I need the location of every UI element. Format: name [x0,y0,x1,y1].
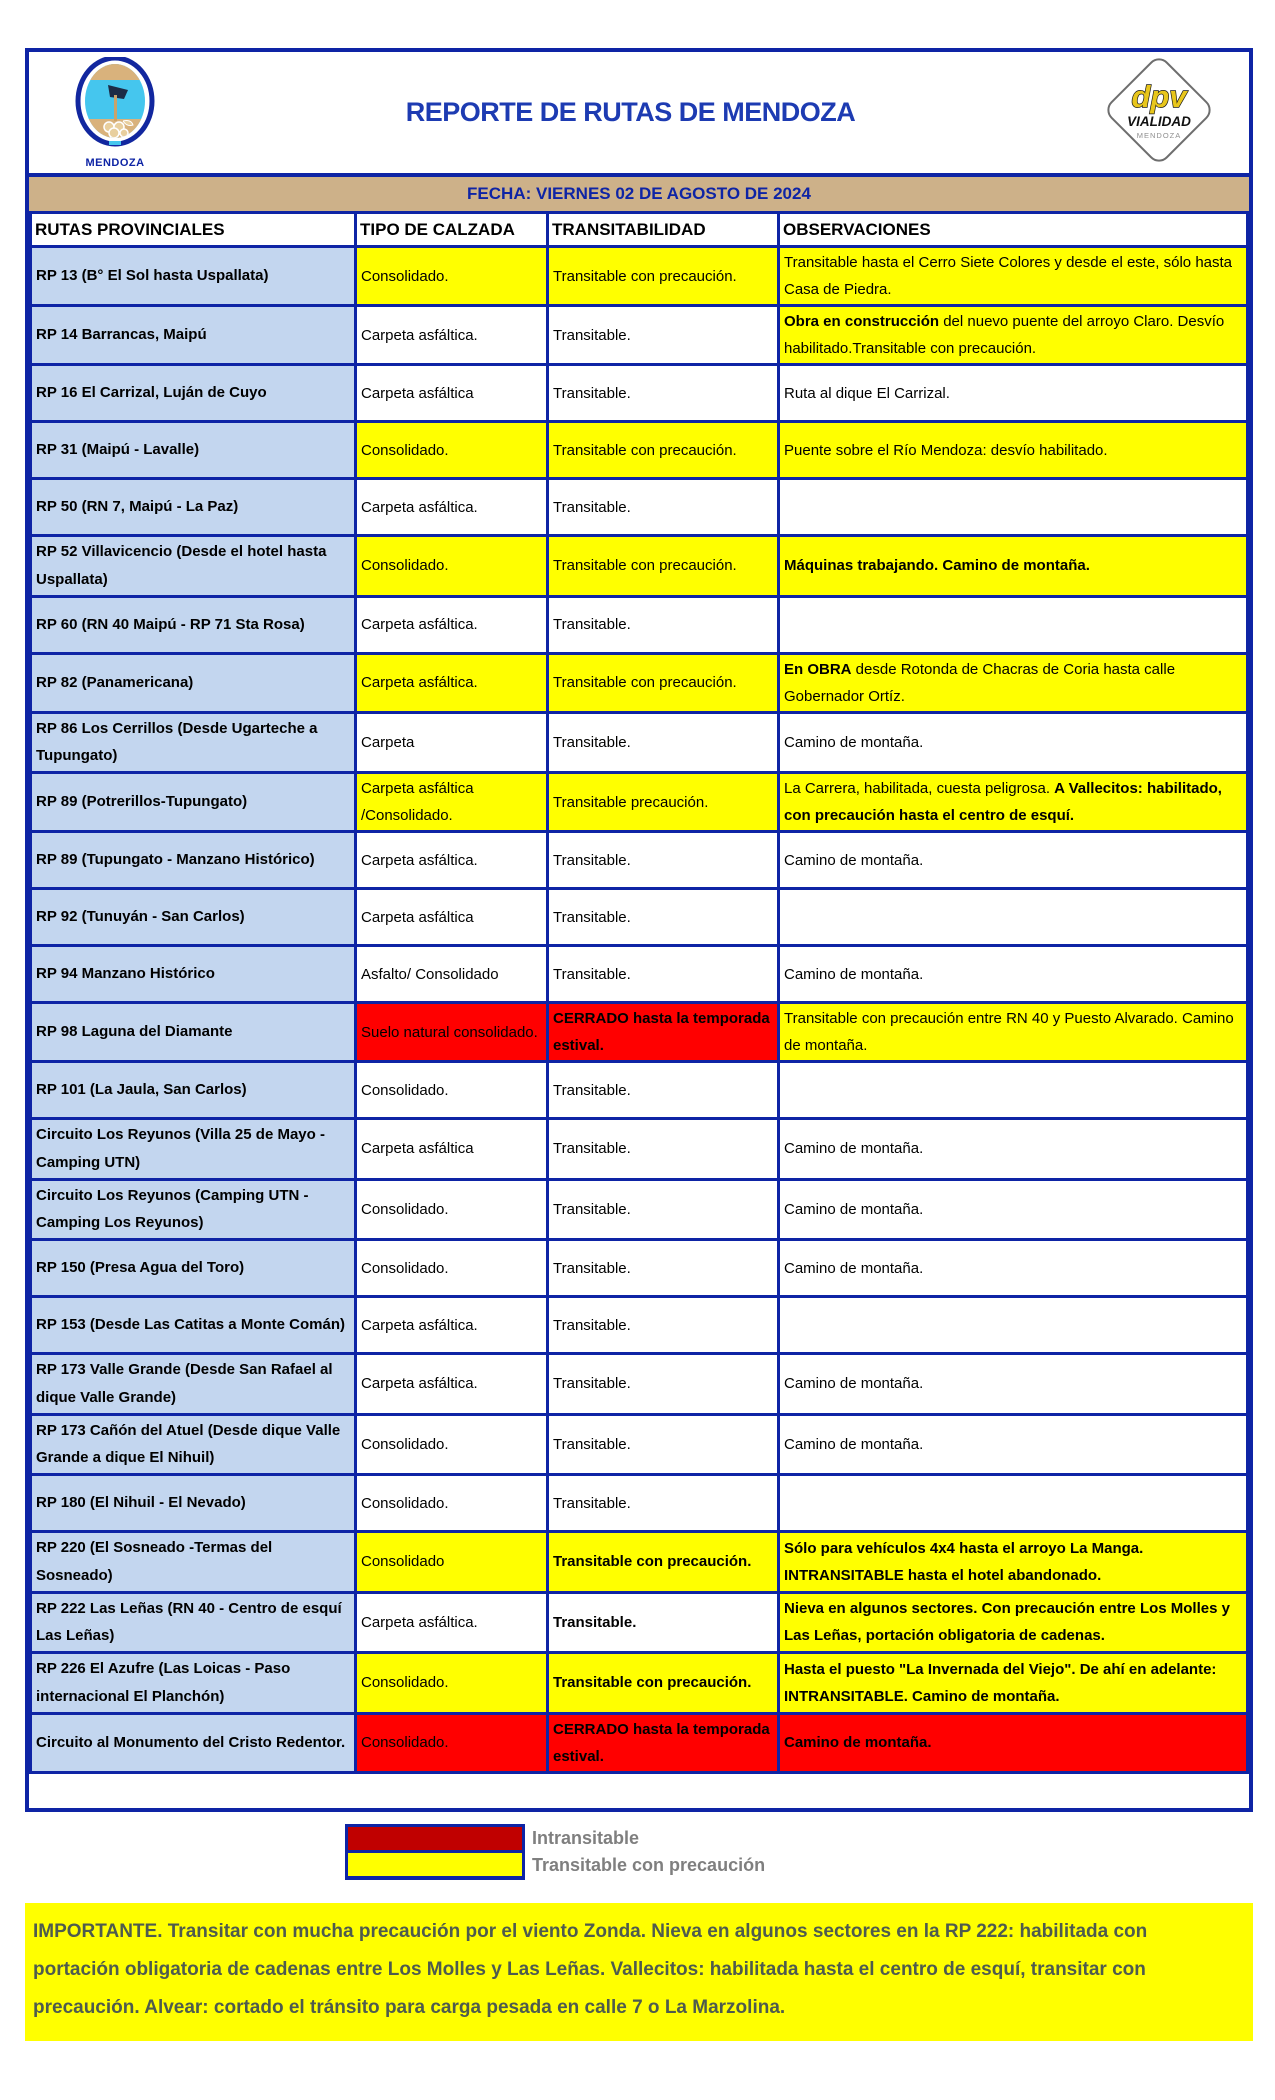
calzada-cell: Consolidado. [356,422,548,479]
transitabilidad-cell: Transitable. [548,365,779,422]
route-cell: Circuito Los Reyunos (Villa 25 de Mayo - Camping UTN) [31,1119,356,1180]
calzada-cell: Consolidado. [356,1713,548,1772]
legend-swatch [348,1827,522,1850]
transitabilidad-cell: Transitable. [548,1179,779,1240]
observaciones-cell: Camino de montaña. [779,832,1248,889]
col-header-tipo-de-calzada: TIPO DE CALZADA [356,213,548,247]
transitabilidad-cell: Transitable. [548,1354,779,1415]
route-cell: RP 180 (El Nihuil - El Nevado) [31,1475,356,1532]
mendoza-logo-caption: MENDOZA [85,156,145,169]
table-row [31,773,1248,832]
calzada-cell: Carpeta asfáltica [356,889,548,946]
col-header-rutas-provinciales: RUTAS PROVINCIALES [31,213,356,247]
calzada-cell: Consolidado [356,1532,548,1593]
route-cell: RP 89 (Tupungato - Manzano Histórico) [31,832,356,889]
calzada-cell: Carpeta asfáltica. [356,1297,548,1354]
observaciones-cell: Camino de montaña. [779,1354,1248,1415]
table-row [31,422,1248,479]
table-row [31,247,1248,306]
table-row [31,596,1248,653]
transitabilidad-cell: Transitable. [548,946,779,1003]
route-cell: RP 86 Los Cerrillos (Desde Ugarteche a Tupungato) [31,712,356,773]
route-cell: RP 14 Barrancas, Maipú [31,306,356,365]
date-banner: FECHA: VIERNES 02 DE AGOSTO DE 2024 [29,173,1249,211]
route-cell: Circuito Los Reyunos (Camping UTN - Camping Los Reyunos) [31,1179,356,1240]
route-cell: RP 173 Valle Grande (Desde San Rafael al dique Valle Grande) [31,1354,356,1415]
transitabilidad-cell: Transitable. [548,1119,779,1180]
calzada-cell: Consolidado. [356,1179,548,1240]
route-cell: RP 31 (Maipú - Lavalle) [31,422,356,479]
table-row [31,1414,1248,1475]
calzada-cell: Suelo natural consolidado. [356,1003,548,1062]
table-row [31,712,1248,773]
transitabilidad-cell: Transitable. [548,1475,779,1532]
dpv-acronym: dpv [1131,79,1187,114]
transitabilidad-cell: Transitable. [548,1062,779,1119]
mendoza-province-logo [51,57,179,169]
observaciones-cell [779,1475,1248,1532]
route-cell: RP 153 (Desde Las Catitas a Monte Comán) [31,1297,356,1354]
route-cell: RP 92 (Tunuyán - San Carlos) [31,889,356,946]
route-cell: RP 98 Laguna del Diamante [31,1003,356,1062]
table-row [31,1003,1248,1062]
transitabilidad-cell: Transitable precaución. [548,773,779,832]
transitabilidad-cell: Transitable con precaución. [548,1532,779,1593]
table-row [31,1475,1248,1532]
vialidad-sublabel: MENDOZA [1136,131,1182,140]
observaciones-cell: Puente sobre el Río Mendoza: desvío habilitado. [779,422,1248,479]
table-row [31,306,1248,365]
route-cell: RP 82 (Panamericana) [31,653,356,712]
legend-label: Intransitable [532,1828,640,1848]
table-row [31,1653,1248,1714]
route-cell: RP 60 (RN 40 Maipú - RP 71 Sta Rosa) [31,596,356,653]
transitabilidad-cell: Transitable. [548,889,779,946]
observaciones-cell [779,596,1248,653]
calzada-cell: Consolidado. [356,1653,548,1714]
observaciones-cell: Camino de montaña. [779,1713,1248,1772]
observaciones-cell: Transitable con precaución entre RN 40 y Puesto Alvarado. Camino de montaña. [779,1003,1248,1062]
observaciones-cell: Camino de montaña. [779,946,1248,1003]
legend-label: Transitable con precaución [532,1855,766,1875]
calzada-cell: Consolidado. [356,1240,548,1297]
table-row [31,1532,1248,1593]
legend-swatch [348,1853,522,1876]
table-row [31,832,1248,889]
calzada-cell: Carpeta asfáltica. [356,1592,548,1653]
transitabilidad-cell: Transitable. [548,1297,779,1354]
routes-table [29,211,1249,1774]
observaciones-cell: Camino de montaña. [779,1179,1248,1240]
table-row [31,1297,1248,1354]
observaciones-cell: Nieva en algunos sectores. Con precaución entre Los Molles y Las Leñas, portación obligatoria de cadenas. [779,1592,1248,1653]
col-header-observaciones: OBSERVACIONES [779,213,1248,247]
legend [345,1824,765,1880]
observaciones-cell [779,889,1248,946]
observaciones-cell [779,479,1248,536]
route-cell: RP 89 (Potrerillos-Tupungato) [31,773,356,832]
transitabilidad-cell: Transitable. [548,712,779,773]
transitabilidad-cell: Transitable. [548,479,779,536]
transitabilidad-cell: Transitable con precaución. [548,1653,779,1714]
observaciones-cell: Camino de montaña. [779,1240,1248,1297]
transitabilidad-cell: Transitable. [548,306,779,365]
table-row [31,1119,1248,1180]
transitabilidad-cell: Transitable con precaución. [548,247,779,306]
calzada-cell: Carpeta [356,712,548,773]
table-header-row [31,213,1248,247]
transitabilidad-cell: CERRADO hasta la temporada estival. [548,1713,779,1772]
observaciones-cell: Obra en construcción del nuevo puente del arroyo Claro. Desvío habilitado.Transitable con precaución. [779,306,1248,365]
route-cell: Circuito al Monumento del Cristo Redentor. [31,1713,356,1772]
report-title: REPORTE DE RUTAS DE MENDOZA [405,97,856,127]
route-cell: RP 220 (El Sosneado -Termas del Sosneado) [31,1532,356,1593]
route-cell: RP 13 (B° El Sol hasta Uspallata) [31,247,356,306]
calzada-cell: Carpeta asfáltica. [356,1354,548,1415]
calzada-cell: Carpeta asfáltica. [356,653,548,712]
route-cell: RP 50 (RN 7, Maipú - La Paz) [31,479,356,536]
observaciones-cell: Máquinas trabajando. Camino de montaña. [779,536,1248,597]
table-row [31,946,1248,1003]
masthead [29,52,1249,173]
mendoza-crest-icon [75,57,155,151]
transitabilidad-cell: Transitable. [548,1414,779,1475]
transitabilidad-cell: Transitable. [548,832,779,889]
transitabilidad-cell: Transitable con precaución. [548,422,779,479]
observaciones-cell: Camino de montaña. [779,712,1248,773]
transitabilidad-cell: Transitable con precaución. [548,536,779,597]
table-row [31,1713,1248,1772]
calzada-cell: Carpeta asfáltica. [356,596,548,653]
route-cell: RP 52 Villavicencio (Desde el hotel hasta Uspallata) [31,536,356,597]
observaciones-cell: Camino de montaña. [779,1119,1248,1180]
table-row [31,536,1248,597]
observaciones-cell: Transitable hasta el Cerro Siete Colores y desde el este, sólo hasta Casa de Piedra. [779,247,1248,306]
table-row [31,1592,1248,1653]
calzada-cell: Carpeta asfáltica /Consolidado. [356,773,548,832]
important-notice: IMPORTANTE. Transitar con mucha precaución por el viento Zonda. Nieva en algunos sectores en la RP 222: habilitada con portación obligatoria de cadenas entre Los Molles y Las Leñas. Vallecitos: habilitada hasta el centro de esquí, transitar con precaución. Alvear: cortado el tránsito para carga pesada en calle 7 o La Marzolina. [25,1903,1253,2041]
vialidad-diamond-icon [1082,53,1237,167]
transitabilidad-cell: Transitable. [548,1592,779,1653]
table-row [31,1354,1248,1415]
calzada-cell: Consolidado. [356,1062,548,1119]
transitabilidad-cell: Transitable. [548,1240,779,1297]
legend-labels [532,1824,765,1880]
table-row [31,653,1248,712]
calzada-cell: Consolidado. [356,247,548,306]
table-row [31,479,1248,536]
observaciones-cell [779,1062,1248,1119]
transitabilidad-cell: Transitable. [548,596,779,653]
observaciones-cell: Camino de montaña. [779,1414,1248,1475]
route-cell: RP 222 Las Leñas (RN 40 - Centro de esquí Las Leñas) [31,1592,356,1653]
col-header-transitabilidad: TRANSITABILIDAD [548,213,779,247]
observaciones-cell: Hasta el puesto "La Invernada del Viejo". De ahí en adelante: INTRANSITABLE. Camino de montaña. [779,1653,1248,1714]
observaciones-cell [779,1297,1248,1354]
calzada-cell: Consolidado. [356,1414,548,1475]
calzada-cell: Carpeta asfáltica. [356,306,548,365]
table-row [31,1179,1248,1240]
observaciones-cell: La Carrera, habilitada, cuesta peligrosa. A Vallecitos: habilitado, con precaución hasta el centro de esquí. [779,773,1248,832]
observaciones-cell: Ruta al dique El Carrizal. [779,365,1248,422]
calzada-cell: Consolidado. [356,1475,548,1532]
vialidad-mendoza-logo [1082,53,1237,172]
vialidad-label: VIALIDAD [1127,114,1191,129]
table-row [31,365,1248,422]
calzada-cell: Carpeta asfáltica. [356,832,548,889]
table-row [31,889,1248,946]
route-cell: RP 94 Manzano Histórico [31,946,356,1003]
legend-swatches [345,1824,525,1880]
table-row [31,1062,1248,1119]
table-row [31,1240,1248,1297]
calzada-cell: Carpeta asfáltica [356,1119,548,1180]
transitabilidad-cell: Transitable con precaución. [548,653,779,712]
route-cell: RP 16 El Carrizal, Luján de Cuyo [31,365,356,422]
route-cell: RP 150 (Presa Agua del Toro) [31,1240,356,1297]
route-cell: RP 226 El Azufre (Las Loicas - Paso internacional El Planchón) [31,1653,356,1714]
calzada-cell: Consolidado. [356,536,548,597]
route-cell: RP 173 Cañón del Atuel (Desde dique Valle Grande a dique El Nihuil) [31,1414,356,1475]
observaciones-cell: Sólo para vehículos 4x4 hasta el arroyo La Manga. INTRANSITABLE hasta el hotel abandonado. [779,1532,1248,1593]
calzada-cell: Carpeta asfáltica [356,365,548,422]
route-cell: RP 101 (La Jaula, San Carlos) [31,1062,356,1119]
observaciones-cell: En OBRA desde Rotonda de Chacras de Coria hasta calle Gobernador Ortíz. [779,653,1248,712]
calzada-cell: Carpeta asfáltica. [356,479,548,536]
report-frame [25,48,1253,1812]
transitabilidad-cell: CERRADO hasta la temporada estival. [548,1003,779,1062]
routes-table-body [31,247,1248,1773]
calzada-cell: Asfalto/ Consolidado [356,946,548,1003]
